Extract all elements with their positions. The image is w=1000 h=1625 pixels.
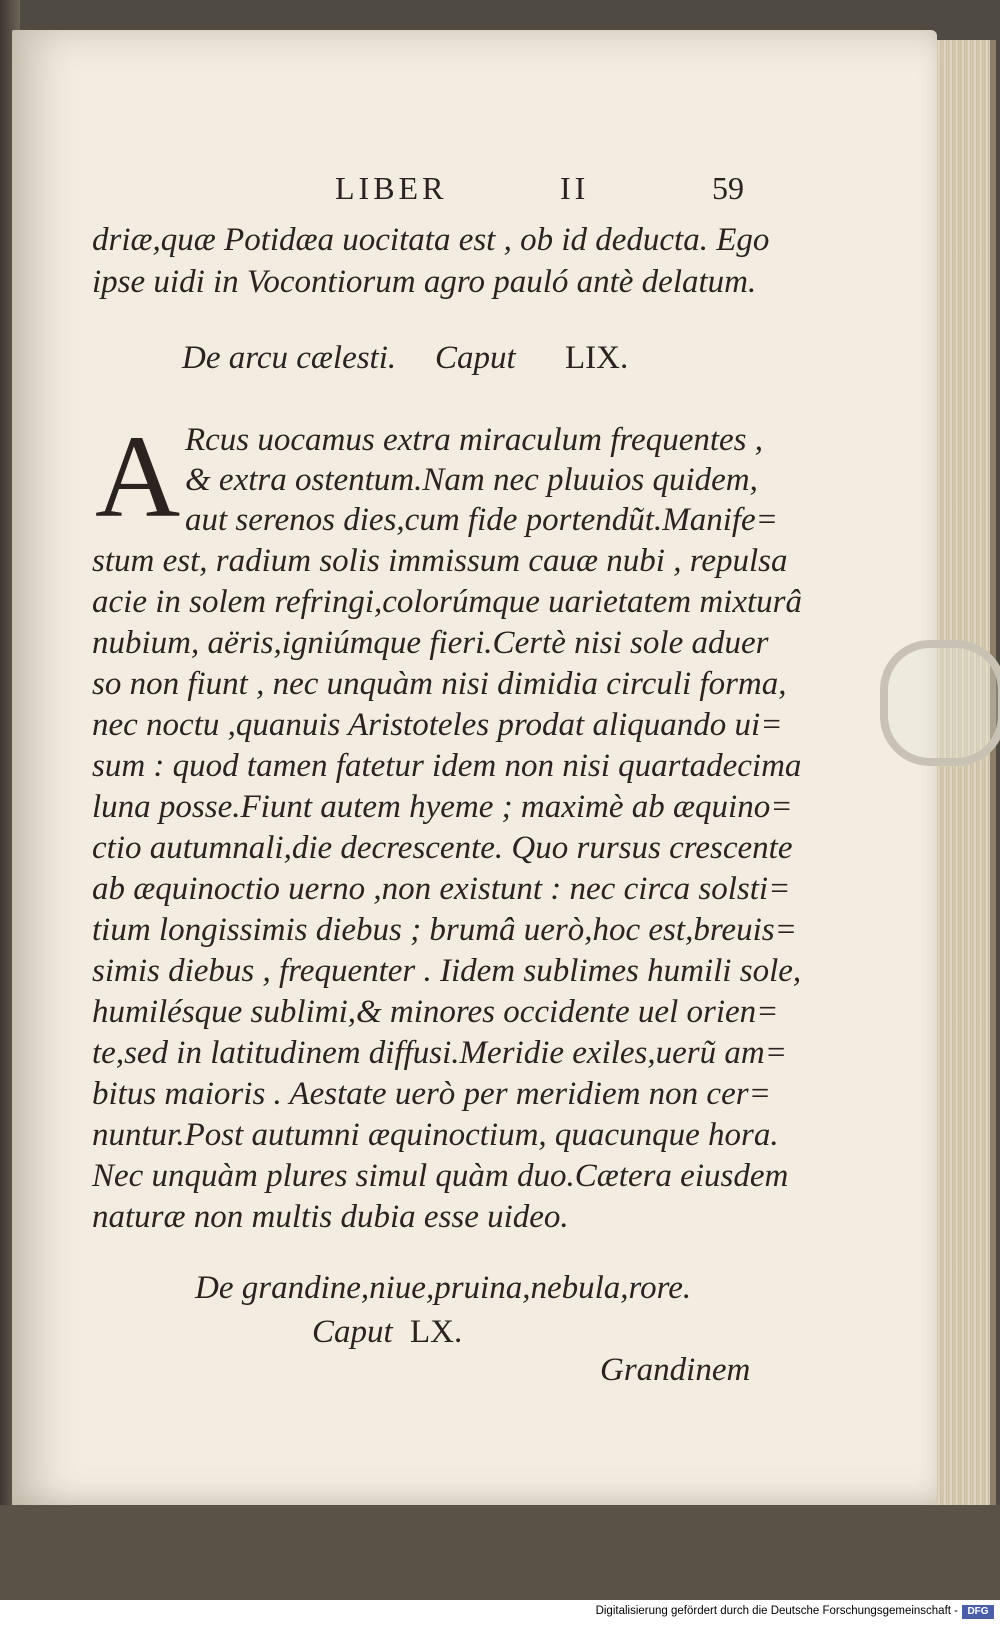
text-line: so non fiunt , nec unquàm nisi dimidia circuli forma, — [92, 666, 787, 702]
text-line: & extra ostentum.Nam nec pluuios quidem, — [185, 462, 758, 498]
chapter-59-title: De arcu cælesti. — [182, 340, 397, 376]
text-line: tium longissimis diebus ; brumâ uerò,hoc est,breuis= — [92, 912, 797, 948]
text-line: nec noctu ,quanuis Aristoteles prodat aliquando ui= — [92, 707, 783, 743]
dfg-logo: DFG — [962, 1605, 994, 1619]
text-line: sum : quod tamen fatetur idem non nisi quartadecima — [92, 748, 802, 784]
page-edges — [935, 40, 996, 1520]
page-number: 59 — [712, 170, 744, 206]
drop-cap: A — [95, 411, 181, 542]
text-line: Rcus uocamus extra miraculum frequentes , — [185, 422, 763, 458]
chapter-60-number: LX. — [410, 1314, 463, 1350]
text-line: naturæ non multis dubia esse uideo. — [92, 1199, 569, 1235]
footer-credit: Digitalisierung gefördert durch die Deutsche Forschungsgemeinschaft - — [595, 1605, 958, 1617]
scan-bottom-background — [0, 1505, 1000, 1600]
text-line: humilésque sublimi,& minores occidente uel orien= — [92, 994, 779, 1030]
catchword: Grandinem — [600, 1352, 751, 1388]
text-line: Nec unquàm plures simul quàm duo.Cætera eiusdem — [92, 1158, 789, 1194]
text-line: nubium, aëris,igniúmque fieri.Certè nisi sole aduer — [92, 625, 769, 661]
running-head-title: LIBER — [335, 170, 448, 206]
text-line: ab æquinoctio uerno ,non existunt : nec circa solsti= — [92, 871, 791, 907]
text-line: simis diebus , frequenter . Iidem sublimes humili sole, — [92, 953, 802, 989]
text-line: acie in solem refringi,colorúmque uarietatem mixturâ — [92, 584, 802, 620]
chapter-60-title: De grandine,niue,pruina,nebula,rore. — [195, 1270, 692, 1306]
chapter-59-label: Caput — [435, 340, 516, 376]
text-line: stum est, radium solis immissum cauæ nubi , repulsa — [92, 543, 788, 579]
text-line: ipse uidi in Vocontiorum agro pauló antè delatum. — [92, 264, 757, 300]
bookmark-clip — [880, 640, 1000, 766]
text-line: te,sed in latitudinem diffusi.Meridie exiles,uerũ am= — [92, 1035, 787, 1071]
text-line: driæ,quæ Potidæa uocitata est , ob id deducta. Ego — [92, 222, 770, 258]
text-line: aut serenos dies,cum fide portendũt.Manife= — [185, 502, 778, 538]
running-head-book: II — [560, 170, 590, 206]
chapter-60-label: Caput — [312, 1314, 393, 1350]
text-line: nuntur.Post autumni æquinoctium, quacunque hora. — [92, 1117, 779, 1153]
text-line: ctio autumnali,die decrescente. Quo rursus crescente — [92, 830, 793, 866]
text-line: bitus maioris . Aestate uerò per meridiem non cer= — [92, 1076, 771, 1112]
text-line: luna posse.Fiunt autem hyeme ; maximè ab æquino= — [92, 789, 793, 825]
chapter-59-number: LIX. — [565, 340, 629, 376]
